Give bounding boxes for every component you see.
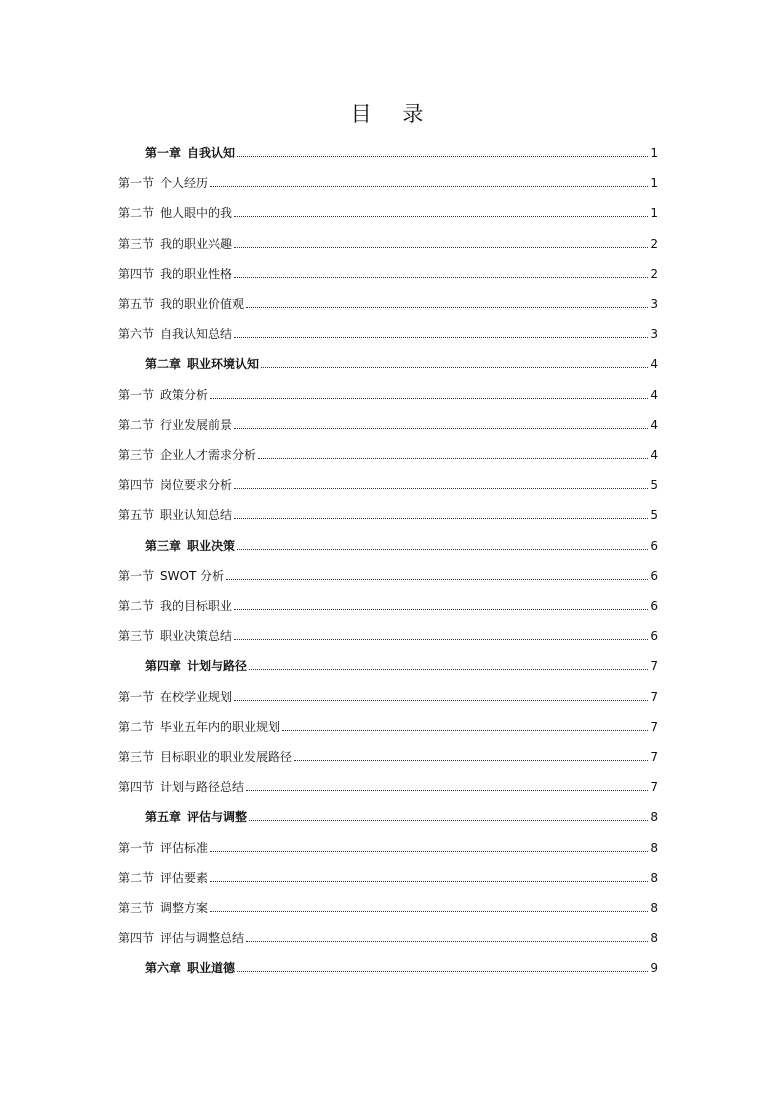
toc-entry-number: 第一节 <box>118 840 155 855</box>
toc-page-number: 4 <box>650 387 658 402</box>
toc-entry-label <box>118 961 235 975</box>
toc-section-entry[interactable] <box>118 229 658 251</box>
toc-entry-label <box>118 237 232 251</box>
toc-entry-label <box>118 629 232 643</box>
toc-entry-label <box>118 206 232 220</box>
toc-entry-label <box>118 750 292 764</box>
toc-chapter-entry[interactable] <box>118 953 658 975</box>
toc-entry-label <box>118 478 232 492</box>
toc-entry-text: 职业道德 <box>187 961 236 976</box>
toc-section-entry[interactable] <box>118 259 658 281</box>
toc-entry-text: 调整方案 <box>160 901 209 915</box>
toc-entry-label <box>118 690 232 704</box>
toc-entry-text: 评估标准 <box>160 840 209 855</box>
toc-page-number: 7 <box>650 689 658 704</box>
toc-entry-label <box>118 267 232 281</box>
dot-leader <box>237 155 648 157</box>
toc-section-entry[interactable] <box>118 893 658 915</box>
toc-entry-number: 第二章 <box>145 357 182 372</box>
toc-section-entry[interactable] <box>118 621 658 643</box>
toc-entry-label <box>118 539 235 553</box>
dot-leader <box>234 215 648 217</box>
toc-entry-number: 第四节 <box>118 931 155 946</box>
toc-page-number: 7 <box>650 750 658 764</box>
toc-entry-number: 第三节 <box>118 750 155 764</box>
toc-section-entry[interactable] <box>118 561 658 583</box>
toc-chapter-entry[interactable] <box>118 138 658 160</box>
dot-leader <box>237 548 648 550</box>
dot-leader <box>234 276 648 278</box>
toc-section-entry[interactable] <box>118 168 658 190</box>
toc-page-number: 7 <box>650 780 658 795</box>
toc-entry-number: 第二节 <box>118 719 155 734</box>
dot-leader <box>261 366 648 368</box>
dot-leader <box>246 940 648 942</box>
toc-section-entry[interactable] <box>118 440 658 462</box>
toc-entry-text: 职业认知总结 <box>160 508 233 523</box>
toc-entry-number: 第一节 <box>118 176 155 191</box>
toc-entry-number: 第三节 <box>118 448 155 462</box>
toc-chapter-entry[interactable] <box>118 531 658 553</box>
toc-page-number: 6 <box>650 568 658 583</box>
toc-page-number: 2 <box>650 266 658 281</box>
dot-leader <box>234 608 648 610</box>
toc-page-number: 5 <box>650 478 658 493</box>
toc-page-number: 6 <box>650 538 658 553</box>
toc-entry-number: 第二节 <box>118 599 155 613</box>
toc-section-entry[interactable] <box>118 742 658 764</box>
toc-entry-number: 第一节 <box>118 387 155 402</box>
toc-entry-label <box>118 871 208 885</box>
toc-entry-label <box>118 327 232 341</box>
toc-entry-number: 第三节 <box>118 629 155 644</box>
toc-entry-text: 企业人才需求分析 <box>160 448 257 462</box>
toc-page-number: 7 <box>650 659 658 674</box>
toc-section-entry[interactable] <box>118 319 658 341</box>
toc-entry-label <box>118 146 235 160</box>
dot-leader <box>258 457 648 459</box>
dot-leader <box>210 880 648 882</box>
toc-entry-text: 目标职业的职业发展路径 <box>160 750 293 764</box>
toc-entry-text: 我的职业兴趣 <box>160 236 233 251</box>
toc-entry-label <box>118 569 224 583</box>
dot-leader <box>237 970 648 972</box>
toc-entry-number: 第五节 <box>118 508 155 523</box>
toc-entry-label <box>118 508 232 522</box>
toc-entry-text: 我的目标职业 <box>160 599 233 613</box>
toc-entry-number: 第四章 <box>145 659 182 674</box>
toc-page-number: 2 <box>650 236 658 251</box>
toc-entry-text: 评估与调整 <box>187 810 248 825</box>
toc-entry-number: 第二节 <box>118 206 155 221</box>
dot-leader <box>234 517 648 519</box>
toc-entry-number: 第六章 <box>145 961 182 976</box>
toc-entry-text: 政策分析 <box>160 387 209 402</box>
toc-page-number: 8 <box>650 931 658 946</box>
dot-leader <box>249 668 648 670</box>
toc-section-entry[interactable] <box>118 772 658 794</box>
dot-leader <box>226 578 648 580</box>
toc-entry-number: 第五章 <box>145 810 182 825</box>
toc-section-entry[interactable] <box>118 380 658 402</box>
toc-page-number: 1 <box>650 176 658 191</box>
dot-leader <box>234 246 648 248</box>
toc-entry-label <box>118 176 208 190</box>
dot-leader <box>294 759 648 761</box>
toc-section-entry[interactable] <box>118 923 658 945</box>
toc-section-entry[interactable] <box>118 198 658 220</box>
toc-entry-number: 第一节 <box>118 689 155 704</box>
toc-section-entry[interactable] <box>118 591 658 613</box>
dot-leader <box>234 427 648 429</box>
toc-page-number: 8 <box>650 870 658 885</box>
toc-entry-label <box>118 448 256 462</box>
toc-page-number: 7 <box>650 719 658 734</box>
toc-page-number: 4 <box>650 357 658 372</box>
toc-entry-label <box>118 931 244 945</box>
toc-page-number: 3 <box>650 327 658 342</box>
toc-entry-text: 我的职业性格 <box>160 266 233 281</box>
toc-entry-text: 计划与路径总结 <box>160 780 245 795</box>
toc-entry-label <box>118 720 280 734</box>
toc-entry-number: 第一节 <box>118 568 155 583</box>
toc-entry-label <box>118 297 244 311</box>
toc-page-number: 8 <box>650 840 658 855</box>
toc-page-number: 3 <box>650 297 658 311</box>
toc-section-entry[interactable] <box>118 712 658 734</box>
dot-leader <box>246 306 648 308</box>
toc-entry-text: 自我认知总结 <box>160 327 233 342</box>
toc-page-number: 8 <box>650 901 658 915</box>
toc-page-number: 1 <box>650 146 658 160</box>
toc-entry-text: 职业环境认知 <box>187 357 260 372</box>
toc-entry-text: 行业发展前景 <box>160 417 233 432</box>
toc-entry-text: 毕业五年内的职业规划 <box>160 719 281 734</box>
toc-entry-label <box>118 810 247 824</box>
toc-entry-label <box>118 599 232 613</box>
toc-entry-text: SWOT 分析 <box>160 568 225 583</box>
toc-entry-text: 在校学业规划 <box>160 689 233 704</box>
toc-entry-number: 第三章 <box>145 538 182 553</box>
toc-section-entry[interactable] <box>118 470 658 492</box>
toc-entry-label <box>118 901 208 915</box>
toc-entry-text: 职业决策 <box>187 538 236 553</box>
toc-title: 目 录 <box>350 102 436 126</box>
toc-entry-label <box>118 418 232 432</box>
dot-leader <box>249 819 648 821</box>
dot-leader <box>210 910 648 912</box>
toc-entry-label <box>118 841 208 855</box>
toc-entry-number: 第四节 <box>118 780 155 795</box>
dot-leader <box>234 638 648 640</box>
toc-entry-number: 第二节 <box>118 870 155 885</box>
dot-leader <box>282 729 648 731</box>
toc-section-entry[interactable] <box>118 410 658 432</box>
toc-page-number: 9 <box>650 961 658 976</box>
toc-entry-label <box>118 357 259 371</box>
dot-leader <box>210 185 648 187</box>
toc-page-number: 8 <box>650 810 658 825</box>
toc-entry-label <box>118 780 244 794</box>
toc-chapter-entry[interactable] <box>118 651 658 673</box>
toc-section-entry[interactable] <box>118 682 658 704</box>
toc-entry-text: 他人眼中的我 <box>160 206 233 221</box>
toc-entry-text: 自我认知 <box>187 146 236 160</box>
toc-page-number: 4 <box>650 448 658 462</box>
dot-leader <box>210 850 648 852</box>
toc-entry-label <box>118 388 208 402</box>
toc-section-entry[interactable] <box>118 289 658 311</box>
toc-entry-text: 岗位要求分析 <box>160 478 233 493</box>
toc-entry-number: 第四节 <box>118 478 155 493</box>
toc-entry-number: 第三节 <box>118 901 155 915</box>
toc-page-number: 1 <box>650 206 658 221</box>
toc-page-number: 6 <box>650 629 658 644</box>
dot-leader <box>234 336 648 338</box>
dot-leader <box>210 397 648 399</box>
toc-page-number: 5 <box>650 508 658 523</box>
toc-chapter-entry[interactable] <box>118 802 658 824</box>
toc-chapter-entry[interactable] <box>118 349 658 371</box>
toc-entry-number: 第二节 <box>118 417 155 432</box>
dot-leader <box>246 789 648 791</box>
dot-leader <box>234 487 648 489</box>
toc-entry-number: 第三节 <box>118 236 155 251</box>
toc-section-entry[interactable] <box>118 833 658 855</box>
toc-section-entry[interactable] <box>118 863 658 885</box>
toc-entry-text: 评估要素 <box>160 870 209 885</box>
toc-page-number: 6 <box>650 599 658 613</box>
toc-entry-number: 第一章 <box>145 146 182 160</box>
toc-entry-label <box>118 659 247 673</box>
toc-page-number: 4 <box>650 417 658 432</box>
toc-entry-text: 个人经历 <box>160 176 209 191</box>
toc-entry-text: 职业决策总结 <box>160 629 233 644</box>
toc-entry-text: 评估与调整总结 <box>160 931 245 946</box>
dot-leader <box>234 699 648 701</box>
toc-entry-number: 第四节 <box>118 266 155 281</box>
toc-entry-number: 第六节 <box>118 327 155 342</box>
toc-entry-text: 计划与路径 <box>187 659 248 674</box>
toc-entry-text: 我的职业价值观 <box>160 297 245 311</box>
toc-section-entry[interactable] <box>118 500 658 522</box>
toc-entry-number: 第五节 <box>118 297 155 311</box>
